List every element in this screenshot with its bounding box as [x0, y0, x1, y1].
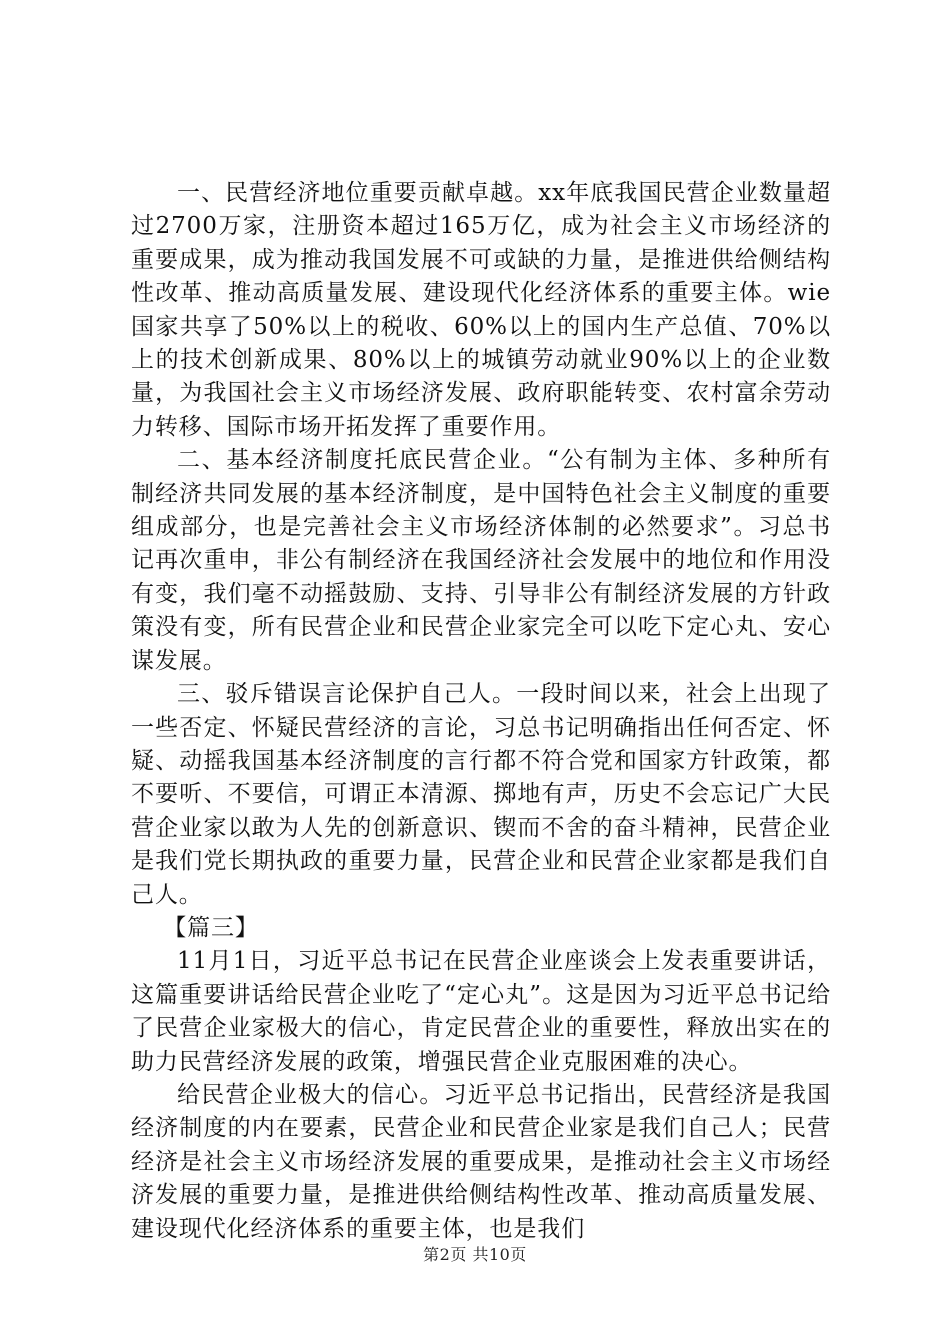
- paragraph-2: 二、基本经济制度托底民营企业。“公有制为主体、多种所有制经济共同发展的基本经济制度，是中国特色社会主义制度的重要组成部分，也是完善社会主义市场经济体制的必然要求”。习总书记再次重申，非公有制经济在我国经济社会发展中的地位和作用没有变，我们毫不动摇鼓励、支持、引导非公有制经济发展的方针政策没有变，所有民营企业和民营企业家完全可以吃下定心丸、安心谋发展。: [131, 447, 831, 674]
- paragraph-4: 11月1日，习近平总书记在民营企业座谈会上发表重要讲话，这篇重要讲话给民营企业吃了“定心丸”。这是因为习近平总书记给了民营企业家极大的信心，肯定民营企业的重要性，释放出实在的助力民营经济发展的政策，增强民营企业克服困难的决心。: [131, 948, 831, 1075]
- page-footer: 第2页 共10页: [423, 1245, 527, 1264]
- paragraph-5: 给民营企业极大的信心。习近平总书记指出，民营经济是我国经济制度的内在要素，民营企业和民营企业家是我们自己人；民营经济是社会主义市场经济发展的重要成果，是推动社会主义市场经济发展的重要力量，是推进供给侧结构性改革、推动高质量发展、建设现代化经济体系的重要主体，也是我们: [131, 1081, 831, 1242]
- document-body: [131, 177, 831, 1246]
- paragraph-3: 三、驳斥错误言论保护自己人。一段时间以来，社会上出现了一些否定、怀疑民营经济的言论，习总书记明确指出任何否定、怀疑、动摇我国基本经济制度的言行都不符合党和国家方针政策，都不要听、不要信，可谓正本清源、掷地有声，历史不会忘记广大民营企业家以敢为人先的创新意识、锲而不舍的奋斗精神，民营企业是我们党长期执政的重要力量，民营企业和民营企业家都是我们自己人。: [131, 681, 831, 908]
- section-heading: 【篇三】: [163, 914, 259, 941]
- paragraph-1: 一、民营经济地位重要贡献卓越。xx年底我国民营企业数量超过2700万家，注册资本超过165万亿，成为社会主义市场经济的重要成果，成为推动我国发展不可或缺的力量，是推进供给侧结构性改革、推动高质量发展、建设现代化经济体系的重要主体。wie国家共享了50%以上的税收、60%以上的国内生产总值、70%以上的技术创新成果、80%以上的城镇劳动就业90%以上的企业数量，为我国社会主义市场经济发展、政府职能转变、农村富余劳动力转移、国际市场开拓发挥了重要作用。: [131, 180, 831, 440]
